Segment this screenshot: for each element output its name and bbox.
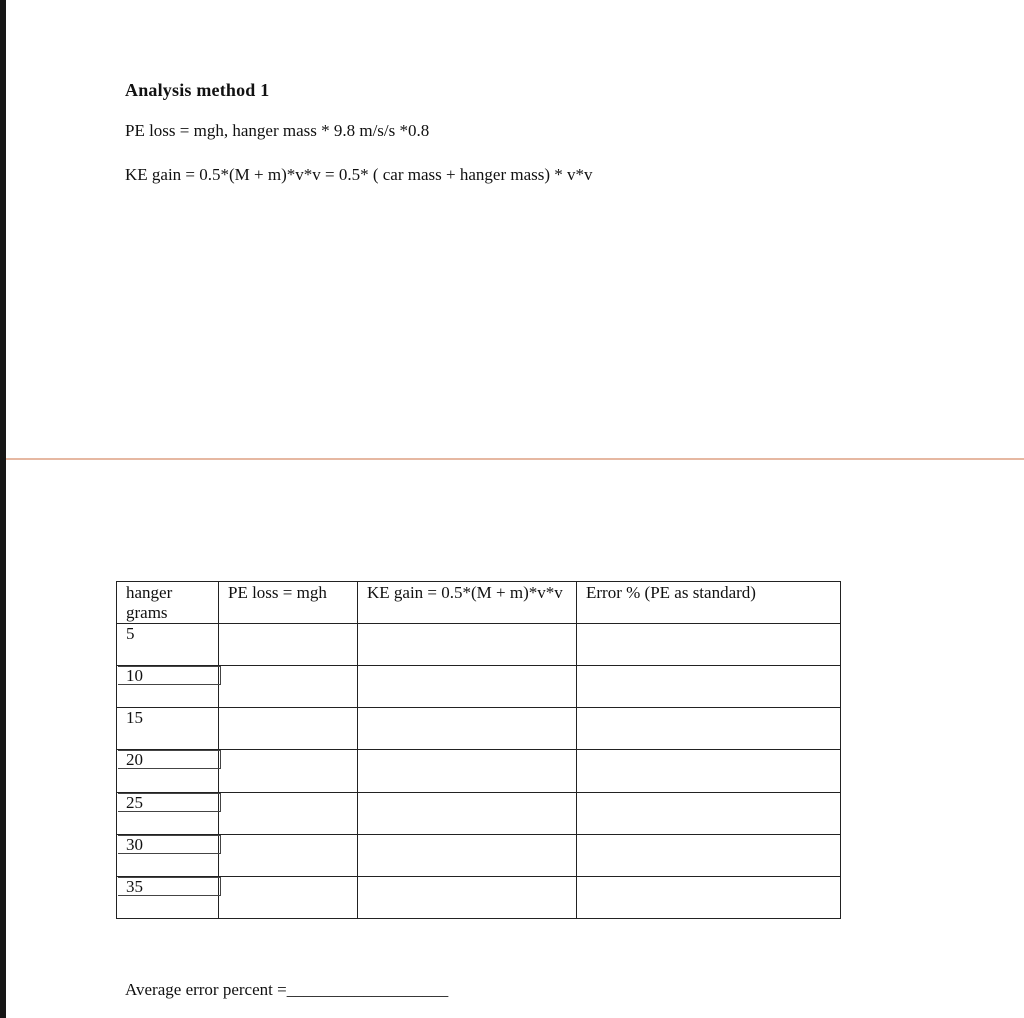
header-error-percent: Error % (PE as standard) [577, 582, 841, 624]
ke-gain-cell[interactable] [358, 792, 577, 834]
left-edge-bar [0, 0, 6, 1018]
header-hanger-grams: hanger grams [117, 582, 219, 624]
error-percent-cell[interactable] [577, 666, 841, 708]
average-error-label: Average error percent =___________________ [125, 980, 449, 999]
hanger-value-cell [117, 834, 219, 876]
hanger-value-cell: 15 [117, 708, 219, 750]
data-table [116, 581, 841, 919]
table-row [117, 666, 841, 708]
table-row [117, 792, 841, 834]
hanger-value: 10 [118, 666, 221, 685]
header-ke-gain: KE gain = 0.5*(M + m)*v*v [358, 582, 577, 624]
table-row [117, 750, 841, 792]
pe-loss-cell[interactable] [219, 624, 358, 666]
table-row [117, 834, 841, 876]
error-percent-cell[interactable] [577, 792, 841, 834]
analysis-heading: Analysis method 1 [125, 80, 270, 100]
pe-loss-cell[interactable] [219, 708, 358, 750]
ke-formula: KE gain = 0.5*(M + m)*v*v = 0.5* ( car mass + hanger mass) * v*v [125, 165, 593, 184]
error-percent-cell[interactable] [577, 624, 841, 666]
ke-gain-cell[interactable] [358, 708, 577, 750]
table-row [117, 876, 841, 918]
pe-loss-cell[interactable] [219, 834, 358, 876]
hanger-value-cell [117, 792, 219, 834]
error-percent-cell[interactable] [577, 708, 841, 750]
hanger-value: 25 [118, 793, 221, 812]
ke-gain-cell[interactable] [358, 666, 577, 708]
ke-gain-cell[interactable] [358, 876, 577, 918]
page-divider [6, 458, 1024, 460]
pe-loss-cell[interactable] [219, 792, 358, 834]
pe-loss-cell[interactable] [219, 876, 358, 918]
hanger-value-cell [117, 876, 219, 918]
hanger-value: 30 [118, 835, 221, 854]
hanger-value: 20 [118, 750, 221, 769]
error-percent-cell[interactable] [577, 876, 841, 918]
pe-loss-cell[interactable] [219, 666, 358, 708]
table-row [117, 708, 841, 750]
hanger-value-cell [117, 750, 219, 792]
error-percent-cell[interactable] [577, 750, 841, 792]
hanger-value-cell: 5 [117, 624, 219, 666]
table-row [117, 624, 841, 666]
ke-gain-cell[interactable] [358, 624, 577, 666]
pe-formula: PE loss = mgh, hanger mass * 9.8 m/s/s *0.8 [125, 121, 430, 140]
hanger-value: 35 [118, 877, 221, 896]
hanger-value-cell [117, 666, 219, 708]
pe-loss-cell[interactable] [219, 750, 358, 792]
header-pe-loss: PE loss = mgh [219, 582, 358, 624]
table-header-row [117, 582, 841, 624]
ke-gain-cell[interactable] [358, 750, 577, 792]
error-percent-cell[interactable] [577, 834, 841, 876]
ke-gain-cell[interactable] [358, 834, 577, 876]
